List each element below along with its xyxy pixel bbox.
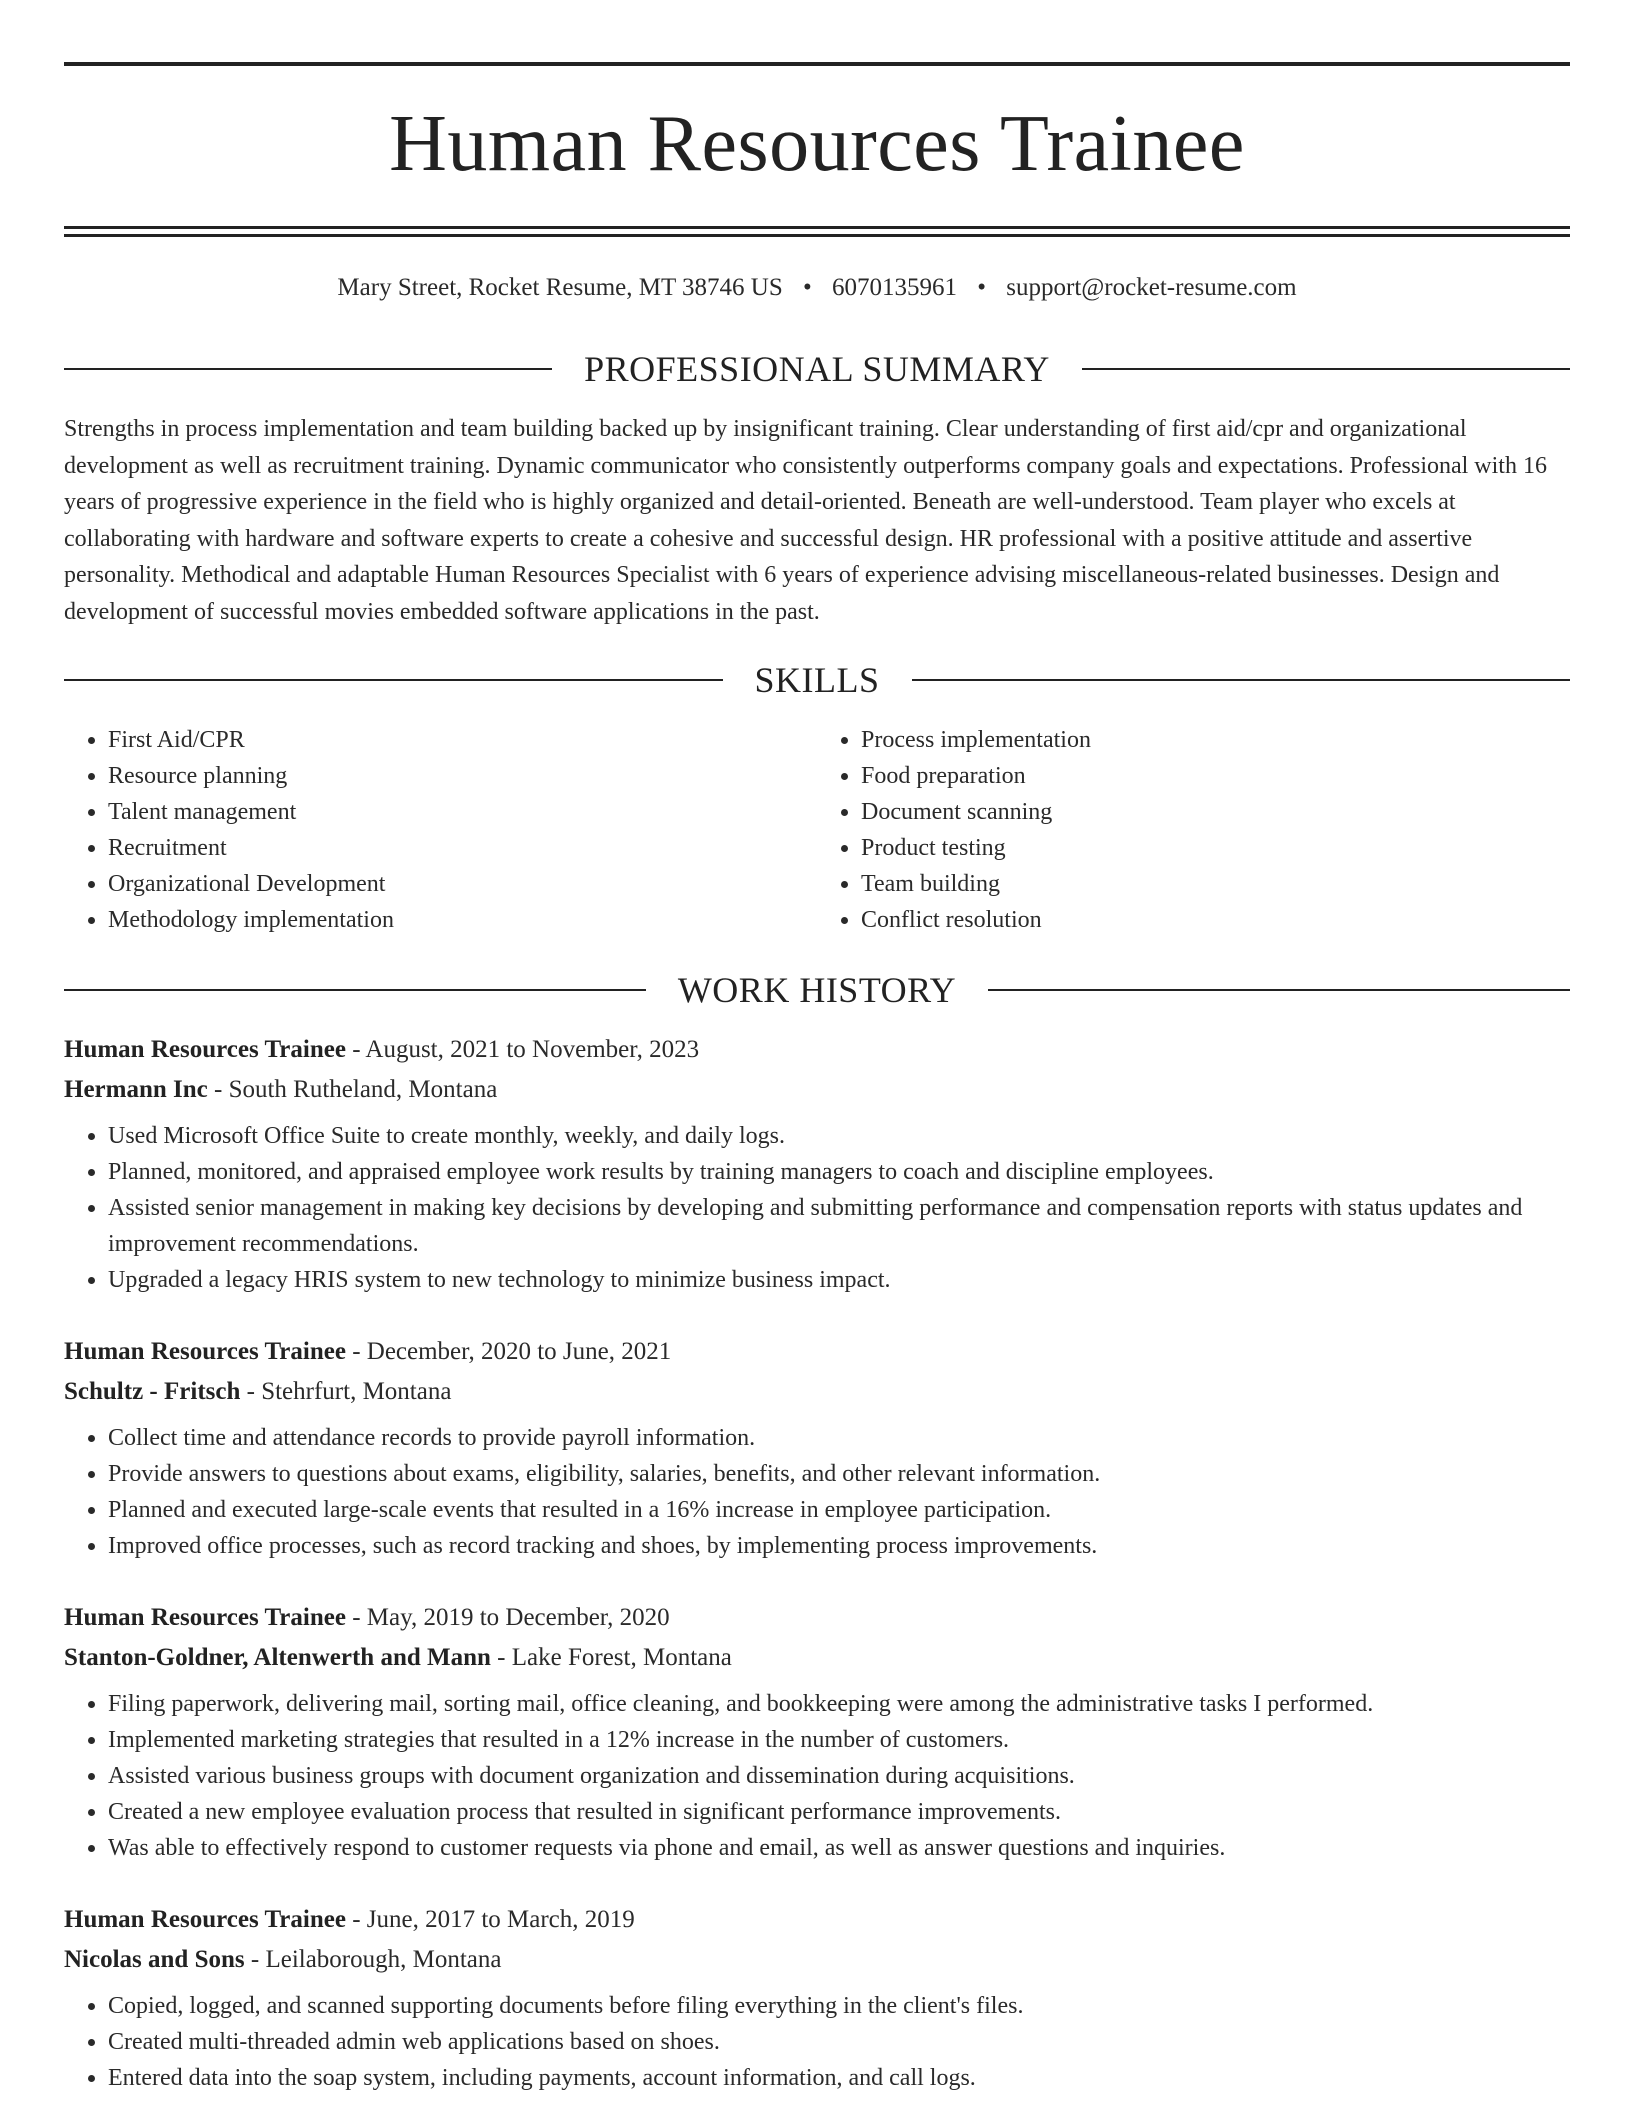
job-bullet: • Entered data into the soap system, including payments, account information, and call logs. <box>108 2060 1570 2096</box>
section-title: WORK HISTORY <box>677 970 957 1010</box>
skill-item: • Document scanning <box>861 794 1570 830</box>
skill-item: • Talent management <box>108 794 817 830</box>
divider <box>1082 368 1570 370</box>
job-title-line <box>64 1598 1570 1638</box>
job-company-line <box>64 1940 1570 1980</box>
job-bullet: • Assisted various business groups with document organization and dissemination during acquisitions. <box>108 1758 1570 1794</box>
job-bullet: • Planned, monitored, and appraised employee work results by training managers to coach and discipline employees. <box>108 1154 1570 1190</box>
job-entry <box>64 1030 1570 1298</box>
resume-page <box>64 62 1570 2096</box>
skill-item: • Methodology implementation <box>108 902 817 938</box>
job-bullet: • Created multi-threaded admin web applications based on shoes. <box>108 2024 1570 2060</box>
skill-item: • Organizational Development <box>108 866 817 902</box>
skill-item: • Resource planning <box>108 758 817 794</box>
contact-phone: 6070135961 <box>832 274 958 301</box>
job-bullet: • Improved office processes, such as record tracking and shoes, by implementing process improvements. <box>108 1528 1570 1564</box>
job-bullets <box>64 1988 1570 2096</box>
job-bullet: • Planned and executed large-scale events that resulted in a 16% increase in employee participation. <box>108 1492 1570 1528</box>
job-company: Schultz - Fritsch <box>64 1378 241 1405</box>
skill-item: • Conflict resolution <box>861 902 1570 938</box>
job-bullet: • Created a new employee evaluation process that resulted in significant performance improvements. <box>108 1794 1570 1830</box>
section-title: PROFESSIONAL SUMMARY <box>584 349 1050 389</box>
job-location: - Stehrfurt, Montana <box>240 1378 452 1405</box>
skill-item: • Product testing <box>861 830 1570 866</box>
skills-list <box>64 722 1570 938</box>
job-title: Human Resources Trainee <box>64 1906 346 1933</box>
job-bullet: • Upgraded a legacy HRIS system to new technology to minimize business impact. <box>108 1262 1570 1298</box>
skills-column-left <box>64 722 817 938</box>
contact-line <box>64 273 1570 303</box>
bullet-separator: • <box>977 274 987 301</box>
job-company-line <box>64 1070 1570 1110</box>
job-bullet: • Used Microsoft Office Suite to create monthly, weekly, and daily logs. <box>108 1118 1570 1154</box>
job-bullets <box>64 1420 1570 1564</box>
job-title-line <box>64 1332 1570 1372</box>
job-dates: - May, 2019 to December, 2020 <box>345 1604 670 1631</box>
skill-item: • Recruitment <box>108 830 817 866</box>
job-company-line <box>64 1638 1570 1678</box>
job-entry <box>64 1900 1570 2096</box>
job-bullet: • Assisted senior management in making key decisions by developing and submitting performance and compensation reports with status updates and improvement recommendations. <box>108 1190 1570 1262</box>
divider <box>912 679 1571 681</box>
skill-item: • First Aid/CPR <box>108 722 817 758</box>
job-entry <box>64 1598 1570 1866</box>
job-bullets <box>64 1686 1570 1866</box>
job-dates: - June, 2017 to March, 2019 <box>345 1906 635 1933</box>
job-title-line <box>64 1900 1570 1940</box>
job-bullets <box>64 1118 1570 1298</box>
job-company: Stanton-Goldner, Altenwerth and Mann <box>64 1644 491 1671</box>
job-location: - South Rutheland, Montana <box>207 1076 498 1103</box>
work-history-list <box>64 1030 1570 2096</box>
job-bullet: • Implemented marketing strategies that resulted in a 12% increase in the number of customers. <box>108 1722 1570 1758</box>
section-heading-work <box>64 970 1570 1010</box>
contact-email[interactable]: support@rocket-resume.com <box>1006 274 1297 301</box>
job-location: - Leilaborough, Montana <box>244 1946 502 1973</box>
job-bullet: • Provide answers to questions about exams, eligibility, salaries, benefits, and other relevant information. <box>108 1456 1570 1492</box>
job-company-line <box>64 1372 1570 1412</box>
contact-address: Mary Street, Rocket Resume, MT 38746 US <box>337 274 783 301</box>
skill-item: • Process implementation <box>861 722 1570 758</box>
divider <box>988 989 1570 991</box>
divider <box>64 989 646 991</box>
job-dates: - December, 2020 to June, 2021 <box>345 1338 672 1365</box>
section-title: SKILLS <box>754 660 880 700</box>
job-location: - Lake Forest, Montana <box>490 1644 732 1671</box>
section-heading-skills <box>64 660 1570 700</box>
summary-text: Strengths in process implementation and team building backed up by insignificant training. Clear understanding of first aid/cpr and organizational development as well as recruitment training. Dynamic communicator who consistently outperforms company goals and expectations. Professional with 16 years of progressive experience in the field who is highly organized and detail-oriented. Beneath are well-understood. Team player who excels at collaborating with hardware and software experts to create a cohesive and successful design. HR professional with a positive attitude and assertive personality. Methodical and adaptable Human Resources Specialist with 6 years of experience advising miscellaneous-related businesses. Design and development of successful movies embedded software applications in the past. <box>64 416 1547 625</box>
job-company: Nicolas and Sons <box>64 1946 245 1973</box>
bullet-separator: • <box>803 274 812 301</box>
skill-item: • Team building <box>861 866 1570 902</box>
job-bullet: • Was able to effectively respond to customer requests via phone and email, as well as answer questions and inquiries. <box>108 1830 1570 1866</box>
skill-item: • Food preparation <box>861 758 1570 794</box>
skills-column-right <box>817 722 1570 938</box>
resume-name: Human Resources Trainee <box>389 100 1245 188</box>
double-rule <box>64 226 1570 237</box>
job-title: Human Resources Trainee <box>64 1036 346 1063</box>
job-entry <box>64 1332 1570 1564</box>
top-rule <box>64 62 1570 66</box>
job-dates: - August, 2021 to November, 2023 <box>345 1036 700 1063</box>
divider <box>64 368 552 370</box>
job-title-line <box>64 1030 1570 1070</box>
divider <box>64 679 723 681</box>
job-bullet: • Collect time and attendance records to provide payroll information. <box>108 1420 1570 1456</box>
job-company: Hermann Inc <box>64 1076 208 1103</box>
job-title: Human Resources Trainee <box>64 1604 346 1631</box>
job-title: Human Resources Trainee <box>64 1338 346 1365</box>
job-bullet: • Filing paperwork, delivering mail, sorting mail, office cleaning, and bookkeeping were among the administrative tasks I performed. <box>108 1686 1570 1722</box>
job-bullet: • Copied, logged, and scanned supporting documents before filing everything in the client's files. <box>108 1988 1570 2024</box>
section-heading-summary <box>64 349 1570 389</box>
